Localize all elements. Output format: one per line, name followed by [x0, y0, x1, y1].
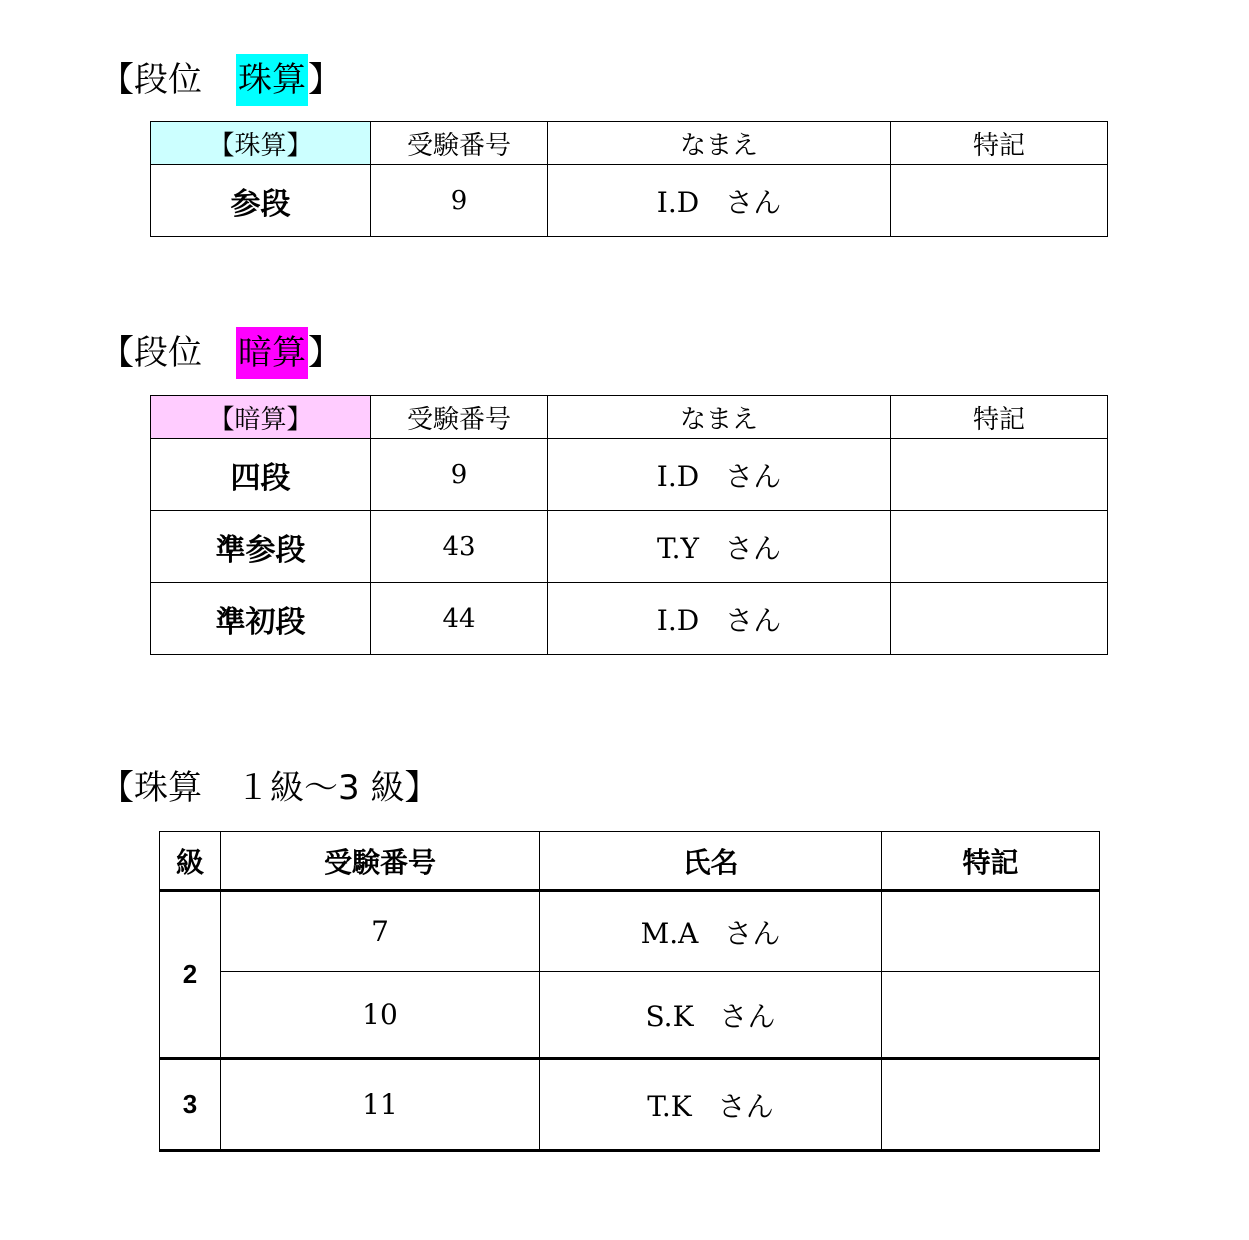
name-cell	[548, 439, 891, 511]
anzan-dan-table	[150, 395, 1108, 655]
section-heading-soroban-dan	[100, 54, 342, 106]
exam-number-cell: 9	[371, 165, 548, 237]
table-header-row	[151, 396, 1108, 439]
section-heading-soroban-kyu: 【珠算 １級～3 級】	[100, 768, 439, 808]
table-header-row	[151, 122, 1108, 165]
header-kyu: 級	[160, 832, 221, 891]
name-initials: S.K	[645, 999, 694, 1033]
name-initials: I.D	[656, 603, 700, 637]
note-cell	[891, 165, 1108, 237]
name-honorific: さん	[724, 531, 781, 565]
table-row	[151, 511, 1108, 583]
name-initials: M.A	[640, 916, 699, 950]
name-honorific: さん	[719, 999, 776, 1033]
name-honorific: さん	[717, 1089, 774, 1123]
exam-number-cell: 9	[371, 439, 548, 511]
table-row	[151, 439, 1108, 511]
header-note: 特記	[882, 832, 1100, 891]
section-heading-anzan-dan	[100, 327, 342, 379]
note-cell	[891, 511, 1108, 583]
note-cell	[882, 1059, 1100, 1151]
header-exam-number: 受験番号	[221, 832, 540, 891]
table-row	[151, 583, 1108, 655]
grade-cell: 四段	[151, 439, 371, 511]
table-row	[160, 1059, 1100, 1151]
exam-number-cell: 11	[221, 1059, 540, 1151]
exam-number-cell: 44	[371, 583, 548, 655]
header-note: 特記	[891, 122, 1108, 165]
name-cell	[548, 165, 891, 237]
header-name: なまえ	[548, 122, 891, 165]
header-name: なまえ	[548, 396, 891, 439]
table-row	[160, 972, 1100, 1059]
heading-prefix: 【段位	[100, 333, 236, 373]
exam-number-cell: 43	[371, 511, 548, 583]
name-honorific: さん	[724, 916, 781, 950]
exam-number-cell: 10	[221, 972, 540, 1059]
heading-suffix: 】	[308, 333, 342, 373]
header-category: 【珠算】	[151, 122, 371, 165]
table-header-row	[160, 832, 1100, 891]
heading-highlight: 珠算	[236, 54, 308, 106]
heading-suffix: 】	[308, 60, 342, 100]
name-cell	[540, 891, 882, 972]
kyu-cell: 3	[160, 1059, 221, 1151]
name-honorific: さん	[725, 603, 782, 637]
exam-number-cell: 7	[221, 891, 540, 972]
table-row	[160, 891, 1100, 972]
grade-cell: 参段	[151, 165, 371, 237]
name-initials: T.Y	[657, 531, 699, 565]
soroban-kyu-table	[159, 831, 1100, 1152]
grade-cell: 準参段	[151, 511, 371, 583]
kyu-cell: 2	[160, 891, 221, 1059]
header-category: 【暗算】	[151, 396, 371, 439]
name-cell	[548, 511, 891, 583]
name-cell	[540, 1059, 882, 1151]
name-honorific: さん	[725, 459, 782, 493]
name-honorific: さん	[725, 185, 782, 219]
heading-prefix: 【段位	[100, 60, 236, 100]
header-name: 氏名	[540, 832, 882, 891]
soroban-dan-table	[150, 121, 1108, 237]
name-initials: I.D	[656, 185, 700, 219]
note-cell	[882, 972, 1100, 1059]
heading-highlight: 暗算	[236, 327, 308, 379]
header-note: 特記	[891, 396, 1108, 439]
name-initials: I.D	[656, 459, 700, 493]
note-cell	[891, 439, 1108, 511]
note-cell	[882, 891, 1100, 972]
header-exam-number: 受験番号	[371, 396, 548, 439]
name-cell	[540, 972, 882, 1059]
header-exam-number: 受験番号	[371, 122, 548, 165]
name-initials: T.K	[647, 1089, 692, 1123]
name-cell	[548, 583, 891, 655]
grade-cell: 準初段	[151, 583, 371, 655]
table-row	[151, 165, 1108, 237]
note-cell	[891, 583, 1108, 655]
